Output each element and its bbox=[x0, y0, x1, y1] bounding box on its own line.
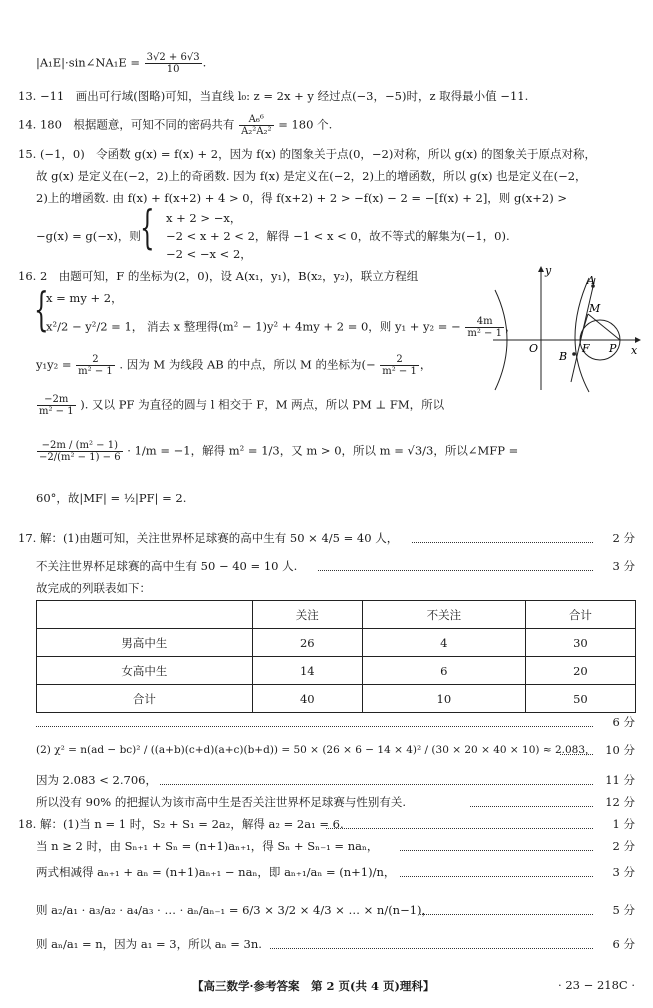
table-cell: 50 bbox=[525, 685, 635, 713]
label-a: A bbox=[587, 274, 595, 287]
system-eq2: −2 < x + 2 < 2，解得 −1 < x < 0，故不等式的解集为(−1，0). bbox=[166, 229, 510, 243]
score: 1 分 bbox=[612, 817, 635, 831]
dot-leader bbox=[36, 726, 593, 727]
x-axis-arrow bbox=[635, 337, 641, 343]
table-cell: 合计 bbox=[37, 685, 253, 713]
fraction bbox=[76, 354, 115, 377]
table-cell: 合计 bbox=[525, 601, 635, 629]
answer-15-system-prefix: −g(x) = g(−x)，则 bbox=[36, 229, 141, 243]
answer-12-tail bbox=[36, 52, 206, 75]
text: . 因为 M 为线段 AB 的中点，所以 M 的坐标为(− bbox=[119, 357, 376, 372]
numerator: −2m bbox=[37, 394, 76, 406]
answer-16-line6: 60°，故|MF| = ½|PF| = 2. bbox=[36, 491, 187, 505]
table-row bbox=[37, 685, 636, 713]
score: 2 分 bbox=[612, 839, 635, 853]
score: 10 分 bbox=[605, 743, 635, 757]
answer-16-line4 bbox=[36, 394, 444, 417]
fraction bbox=[145, 52, 202, 75]
text: ， bbox=[504, 319, 517, 334]
dot-leader bbox=[560, 754, 593, 755]
contingency-table bbox=[36, 600, 636, 713]
answer-13: 13. −11 画出可行域(图略)可知，当直线 l₀: z = 2x + y 经过点(−3，−5)时，z 取得最小值 −11. bbox=[18, 89, 529, 103]
fraction bbox=[37, 394, 76, 417]
text: 14. 180 根据题意，可知不同的密码共有 bbox=[18, 117, 235, 132]
compound-fraction bbox=[37, 440, 123, 463]
numerator: 4m bbox=[465, 316, 504, 328]
text: = 180 个. bbox=[278, 117, 333, 132]
answer-16-line5 bbox=[36, 440, 518, 463]
label-o: O bbox=[529, 342, 539, 355]
dot-leader bbox=[412, 542, 593, 543]
score: 5 分 bbox=[612, 903, 635, 917]
answer-17-line5: 因为 2.083 < 2.706， bbox=[36, 773, 157, 787]
table-cell: 不关注 bbox=[362, 601, 525, 629]
brace: { bbox=[34, 282, 49, 336]
table-cell: 40 bbox=[252, 685, 362, 713]
answer-17-line6: 所以没有 90% 的把握认为该市高中生是否关注世界杯足球赛与性别有关. bbox=[36, 795, 407, 809]
segment-fm bbox=[580, 314, 588, 340]
label-x: x bbox=[631, 344, 638, 357]
page-footer: 【高三数学·参考答案 第 2 页(共 4 页)理科】 bbox=[192, 979, 435, 993]
brace: { bbox=[140, 200, 155, 254]
y-axis-arrow bbox=[538, 266, 544, 272]
score: 2 分 bbox=[612, 531, 635, 545]
answer-18-line1: 18. 解：(1)当 n = 1 时，S₂ + S₁ = 2a₂，解得 a₂ = 2a₁ = 6. bbox=[18, 817, 344, 831]
table-cell: 14 bbox=[252, 657, 362, 685]
table-cell: 关注 bbox=[252, 601, 362, 629]
answer-17-chi-square: (2) χ² = n(ad − bc)² / ((a+b)(c+d)(a+c)(b+d)) = 50 × (26 × 6 − 14 × 4)² / (30 × 20 × 40 × 10) ≈ 2.083， bbox=[36, 744, 596, 756]
dot-leader bbox=[420, 914, 593, 915]
table-cell: 20 bbox=[525, 657, 635, 685]
dot-leader bbox=[400, 850, 593, 851]
answer-18-line5: 则 aₙ/a₁ = n，因为 a₁ = 3，所以 aₙ = 3n. bbox=[36, 937, 262, 951]
text: · 1/m = −1，解得 m² = 1/3，又 m > 0，所以 m = √3/3，所以∠MFP = bbox=[127, 443, 519, 458]
answer-18-line2: 当 n ≥ 2 时，由 Sₙ₊₁ + Sₙ = (n+1)aₙ₊₁，得 Sₙ + Sₙ₋₁ = naₙ， bbox=[36, 839, 379, 853]
table-cell: 30 bbox=[525, 629, 635, 657]
fraction bbox=[380, 354, 419, 377]
denominator: m² − 1 bbox=[467, 328, 502, 339]
answer-17-line3: 故完成的列联表如下： bbox=[36, 581, 151, 595]
score: 6 分 bbox=[612, 937, 635, 951]
page-code: · 23 − 218C · bbox=[558, 978, 635, 992]
answer-15-line1: 15. (−1，0) 令函数 g(x) = f(x) + 2，因为 f(x) 的图象关于点(0，−2)对称，所以 g(x) 的图象关于原点对称， bbox=[18, 147, 596, 161]
text: ). 又以 PF 为直径的圆与 l 相交于 F，M 两点，所以 PM ⊥ FM，所以 bbox=[80, 397, 445, 412]
label-f: F bbox=[582, 342, 590, 355]
table-cell: 6 bbox=[362, 657, 525, 685]
table-cell bbox=[37, 601, 253, 629]
score: 12 分 bbox=[605, 795, 635, 809]
denominator: 10 bbox=[166, 64, 180, 75]
numerator: 2 bbox=[76, 354, 115, 366]
label-p: P bbox=[609, 342, 617, 355]
denominator: m² − 1 bbox=[39, 406, 74, 417]
system-eq1: x + 2 > −x， bbox=[166, 211, 242, 225]
answer-16-line3 bbox=[36, 354, 431, 377]
text: y₁y₂ = bbox=[36, 357, 72, 372]
answer-15-line3: 2)上的增函数. 由 f(x) + f(x+2) + 4 > 0，得 f(x+2) + 2 > −f(x) − 2 = −[f(x) + 2]，则 g(x+2) > bbox=[36, 191, 568, 205]
dot-leader bbox=[318, 570, 593, 571]
table-cell: 男高中生 bbox=[37, 629, 253, 657]
text: . bbox=[202, 55, 207, 70]
table-cell: 26 bbox=[252, 629, 362, 657]
fraction bbox=[239, 114, 273, 137]
system-eq1: x = my + 2， bbox=[46, 291, 123, 305]
answer-17-line1: 17. 解：(1)由题可知，关注世界杯足球赛的高中生有 50 × 4/5 = 40 人， bbox=[18, 531, 399, 545]
dot-leader bbox=[270, 948, 593, 949]
denominator: −2/(m² − 1) − 6 bbox=[39, 452, 121, 463]
answer-16-line2 bbox=[46, 316, 516, 339]
answer-15-line2: 故 g(x) 是定义在(−2，2)上的奇函数. 因为 f(x) 是定义在(−2，2)上的增函数，所以 g(x) 也是定义在(−2， bbox=[36, 169, 587, 183]
label-m: M bbox=[589, 302, 601, 315]
table-row bbox=[37, 657, 636, 685]
numerator: 3√2 + 6√3 bbox=[146, 52, 200, 63]
answer-16-line1: 16. 2 由题可知，F 的坐标为(2，0)，设 A(x₁，y₁)，B(x₂，y₂)，联立方程组 bbox=[18, 269, 419, 283]
dot-leader bbox=[326, 828, 593, 829]
table-row bbox=[37, 629, 636, 657]
answer-18-line4: 则 a₂/a₁ · a₃/a₂ · a₄/a₃ · … · aₙ/aₙ₋₁ = 6/3 × 3/2 × 4/3 × … × n/(n−1)， bbox=[36, 903, 434, 917]
label-b: B bbox=[559, 350, 568, 363]
text: |A₁E|·sin∠NA₁E = bbox=[36, 55, 140, 70]
hyperbola-figure bbox=[485, 262, 645, 394]
table-header-row bbox=[37, 601, 636, 629]
score: 6 分 bbox=[612, 715, 635, 729]
dot-leader bbox=[160, 784, 593, 785]
numerator: 2 bbox=[380, 354, 419, 366]
score: 3 分 bbox=[612, 559, 635, 573]
table-cell: 女高中生 bbox=[37, 657, 253, 685]
answer-18-line3: 两式相减得 aₙ₊₁ + aₙ = (n+1)aₙ₊₁ − naₙ，即 aₙ₊₁/aₙ = (n+1)/n， bbox=[36, 865, 396, 879]
table-cell: 10 bbox=[362, 685, 525, 713]
numerator: −2m / (m² − 1) bbox=[37, 440, 123, 452]
text: x²/2 − y²/2 = 1， bbox=[46, 319, 144, 334]
label-y: y bbox=[545, 264, 552, 277]
text: 消去 x 整理得(m² − 1)y² + 4my + 2 = 0，则 y₁ + y₂ = − bbox=[146, 319, 461, 334]
numerator: A₆⁶ bbox=[239, 114, 273, 126]
score: 11 分 bbox=[605, 773, 635, 787]
denominator: m² − 1 bbox=[382, 366, 417, 377]
text: ， bbox=[419, 357, 432, 372]
point-b bbox=[572, 352, 576, 356]
dot-leader bbox=[400, 876, 593, 877]
system-eq3: −2 < −x < 2， bbox=[166, 247, 252, 261]
table-cell: 4 bbox=[362, 629, 525, 657]
denominator: m² − 1 bbox=[78, 366, 113, 377]
dot-leader bbox=[470, 806, 593, 807]
denominator: A₂²A₂² bbox=[241, 126, 272, 137]
answer-14 bbox=[18, 114, 332, 137]
answer-17-line2: 不关注世界杯足球赛的高中生有 50 − 40 = 10 人. bbox=[36, 559, 298, 573]
score: 3 分 bbox=[612, 865, 635, 879]
